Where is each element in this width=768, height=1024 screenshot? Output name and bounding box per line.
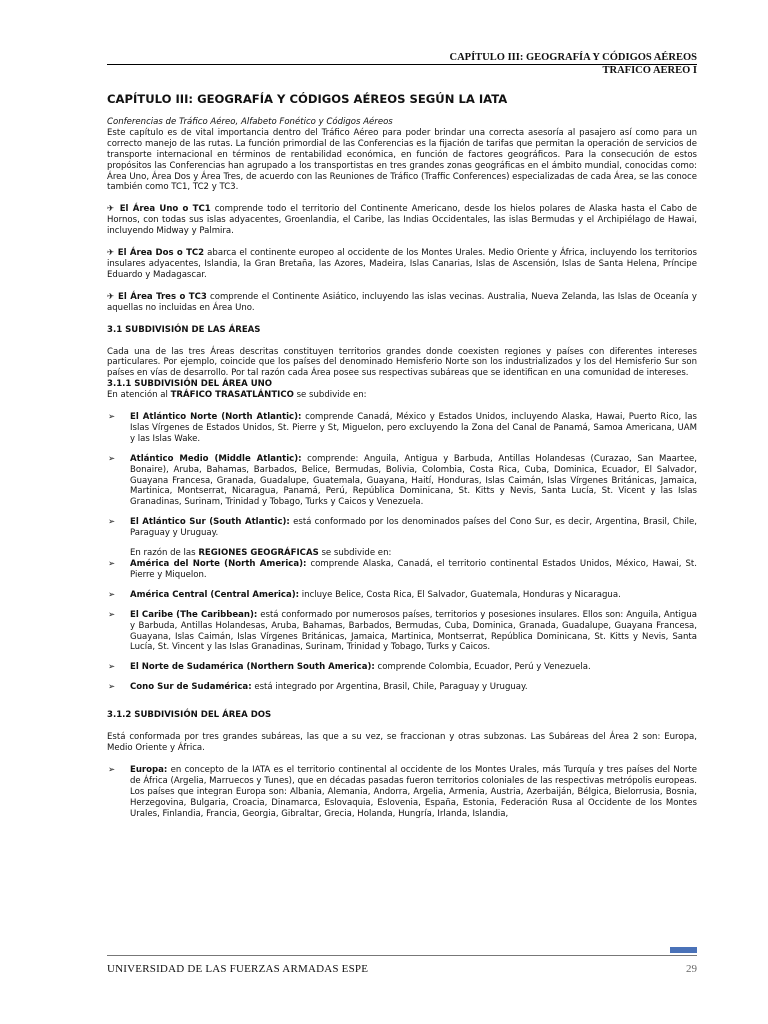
area-two-text: abarca el continente europeo al occidente de los Montes Urales. Medio Oriente y África, incluyendo los territorios insulares adyacentes, Islandia, la Gran Bretaña, las Azores, Madeira, Islas Canarias, Islas de Ascensión, Islas de Santa Helena, Príncipe Eduardo y Madagascar. — [107, 248, 697, 280]
list-item-text: comprende Canadá, México y Estados Unidos, incluyendo Alaska, Hawai, Puerto Rico, las Islas Vírgenes de Estados Unidos, St. Pierre y St, Miguelon, pero excluyendo la Zona del Canal de Panamá, Samoa Americana, UAM y las Islas Wake. — [130, 412, 697, 444]
list-item — [107, 682, 697, 693]
regions-list — [107, 559, 697, 693]
list-item-text: está conformado por numerosos países, territorios y posesiones insulares. Ellos son: Anguila, Antigua y Barbuda, Antillas Holandesas, Aruba, Bahamas, Barbados, Bermudas, Cuba, Dominica, Granada, Guadalupe, Guayana Francesa, Guayana, Islas Caimán, Islas Vírgenes Británicas, Jamaica, Martinica, Montserrat, República Dominicana, St. Kitts y Nevis, Santa Lucía, St. Vincent y las Islas Granadinas, Surinam, Trinidad y Tobago, Turks y Caicos. — [130, 609, 697, 653]
section-3-1-2-heading: 3.1.2 SUBDIVISIÓN DEL ÁREA DOS — [107, 710, 272, 721]
transatlantic-intro-pre: En atención al — [107, 390, 171, 401]
arrow-bullet-icon: ➢ — [108, 517, 116, 528]
transatlantic-list — [107, 412, 697, 539]
area-one-text: comprende todo el territorio del Continente Americano, desde los hielos polares de Alaska hasta el Cabo de Hornos, con todas sus islas adyacentes, Groenlandia, el Caribe, las Indias Occidentales, las islas Bermudas y el Archipiélago de Hawai, incluyendo Midway y Palmira. — [107, 204, 697, 237]
running-header-course: TRAFICO AEREO I — [602, 65, 697, 76]
regions-intro — [107, 548, 697, 559]
list-item-term: El Atlántico Sur (South Atlantic): — [130, 517, 290, 528]
list-item — [107, 517, 697, 539]
arrow-bullet-icon: ➢ — [108, 609, 116, 620]
transatlantic-intro-post: se subdivide en: — [293, 390, 367, 401]
area-two-paragraph — [107, 248, 697, 281]
section-3-1-1-heading: 3.1.1 SUBDIVISIÓN DEL ÁREA UNO — [107, 379, 273, 390]
area-two-label: ✈ El Área Dos o TC2 — [107, 248, 205, 259]
chapter-subtitle: Conferencias de Tráfico Aéreo, Alfabeto Fonético y Códigos Aéreos — [107, 117, 393, 127]
list-item-text: comprende: Anguila, Antigua y Barbuda, Antillas Holandesas (Curazao, San Maartee, Bonaire), Aruba, Bahamas, Barbados, Belice, Bermudas, Bolivia, Colombia, Costa Rica, Cuba, Dominica, Ecuador, El Salvador, Guayana Francesa, Granada, Guadalupe, Guatemala, Guayana, Haití, Honduras, Islas Caimán, Islas Vírgenes Británicas, Jamaica, Martinica, Montserrat, Nicaragua, Panamá, Perú, República Dominicana, St. Kitts y Nevis, Santa Lucía, St. Vicent y las Islas Granadinas, Surinam, Trinidad y Tobago, Turks y Caicos y Venezuela. — [130, 453, 697, 508]
area-one-label: ✈ El Área Uno o TC1 — [107, 204, 211, 215]
section-3-1-2-paragraph: Está conformada por tres grandes subáreas, las que a su vez, se fraccionan y otras subzonas. Las Subáreas del Área 2 son: Europa, Medio Oriente y África. — [107, 732, 697, 753]
chapter-title: CAPÍTULO III: GEOGRAFÍA Y CÓDIGOS AÉREOS SEGÚN LA IATA — [107, 92, 508, 106]
section-3-1-paragraph: Cada una de las tres Áreas descritas constituyen territorios grandes donde coexisten regiones y países con diferentes intereses particulares. Por ejemplo, coincide que los países del denominado Hemisferio Norte son los industrializados y los del Hemisferio Sur son países en vías de desarrollo. Por tal razón cada Área posee sus respectivas subáreas que se identifican en una comunidad de intereses. — [107, 346, 697, 379]
area-two-subareas-list — [107, 765, 697, 820]
arrow-bullet-icon: ➢ — [108, 662, 116, 673]
list-item-term: Europa: — [130, 764, 168, 775]
intro-paragraph: Este capítulo es de vital importancia dentro del Tráfico Aéreo para poder brindar una correcta asesoría al pasajero así como para un correcto manejo de las rutas. La función primordial de las Conferencias es la fijación de tarifas que permitan la operación de servicios de transporte internacional en términos de rentabilidad económica, en función de factores geográficos. Para la consecución de estos propósitos las Conferencias han agrupado a los transportistas en tres grandes zonas geográficas en el ámbito mundial, conocidas como: Área Uno, Área Dos y Área Tres, de acuerdo con las Reuniones de Tráfico (Traffic Conferences) especializadas de cada Área, se las conoce también como TC1, TC2 y TC3. — [107, 127, 697, 193]
regions-term: REGIONES GEOGRÁFICAS — [198, 548, 319, 559]
arrow-bullet-icon: ➢ — [108, 412, 116, 423]
list-item — [107, 765, 697, 820]
list-item-text: está conformado por los denominados países del Cono Sur, es decir, Argentina, Brasil, Chile, Paraguay y Uruguay. — [130, 517, 697, 539]
page-number-accent-bar — [670, 947, 697, 953]
list-item-text: incluye Belice, Costa Rica, El Salvador, Guatemala, Honduras y Nicaragua. — [299, 589, 621, 600]
area-three-paragraph — [107, 292, 697, 314]
list-item — [107, 610, 697, 654]
list-item-text: está integrado por Argentina, Brasil, Chile, Paraguay y Uruguay. — [251, 682, 528, 693]
arrow-bullet-icon: ➢ — [108, 453, 116, 464]
running-header-chapter: CAPÍTULO III: GEOGRAFÍA Y CÓDIGOS AÉREOS — [449, 52, 697, 63]
list-item-text: en concepto de la IATA es el territorio continental al occidente de los Montes Urales, más Turquía y tres países del Norte de África (Argelia, Marruecos y Tunes), que en décadas pasadas fueron territorios coloniales de las respectivas metrópolis europeas. Los países que integran Europa son: Albania, Alemania, Andorra, Argelia, Armenia, Austria, Azerbaiján, Bélgica, Bielorrusia, Bosnia, Herzegovina, Bulgaria, Croacia, Dinamarca, Eslovaquia, Eslovenia, España, Estonia, Federación Rusa al Occidente de los Montes Urales, Finlandia, Francia, Georgia, Gibraltar, Grecia, Holanda, Hungría, Irlanda, Islandia, — [130, 764, 697, 819]
list-item-term: El Norte de Sudamérica (Northern South America): — [130, 662, 375, 673]
list-item — [107, 662, 697, 673]
page-number: 29 — [686, 963, 697, 975]
list-item-term: El Atlántico Norte (North Atlantic): — [130, 412, 302, 423]
transatlantic-intro — [107, 390, 697, 401]
footer-rule — [107, 955, 697, 956]
list-item — [107, 590, 697, 601]
arrow-bullet-icon: ➢ — [108, 589, 116, 600]
list-item-text: comprende Colombia, Ecuador, Perú y Venezuela. — [374, 662, 591, 673]
list-item-term: América Central (Central America): — [130, 589, 300, 600]
footer-institution: UNIVERSIDAD DE LAS FUERZAS ARMADAS ESPE — [107, 963, 369, 975]
arrow-bullet-icon: ➢ — [108, 682, 116, 693]
section-3-1-heading: 3.1 SUBDIVISIÓN DE LAS ÁREAS — [107, 324, 261, 335]
header-rule — [107, 64, 697, 65]
list-item — [107, 412, 697, 445]
arrow-bullet-icon: ➢ — [108, 764, 116, 775]
list-item — [107, 559, 697, 581]
list-item-term: Atlántico Medio (Middle Atlantic): — [130, 453, 302, 464]
list-item-term: Cono Sur de Sudamérica: — [130, 682, 252, 693]
list-item-text: comprende Alaska, Canadá, el territorio continental Estados Unidos, México, Hawai, St. Pierre y Miquelon. — [130, 559, 697, 580]
area-three-text: comprende el Continente Asiático, incluyendo las islas vecinas. Australia, Nueva Zelanda, las Islas de Oceanía y aquellas no incluidas en Área Uno. — [107, 291, 697, 313]
list-item — [107, 454, 697, 509]
list-item-term: El Caribe (The Caribbean): — [130, 609, 258, 620]
list-item-term: América del Norte (North America): — [130, 559, 307, 569]
transatlantic-term: TRÁFICO TRASATLÁNTICO — [170, 390, 294, 401]
area-three-label: ✈ El Área Tres o TC3 — [107, 291, 207, 302]
page-body — [107, 92, 697, 828]
area-one-paragraph — [107, 204, 697, 237]
regions-intro-post: se subdivide en: — [318, 548, 392, 559]
regions-intro-pre: En razón de las — [130, 548, 199, 559]
arrow-bullet-icon: ➢ — [108, 559, 116, 569]
